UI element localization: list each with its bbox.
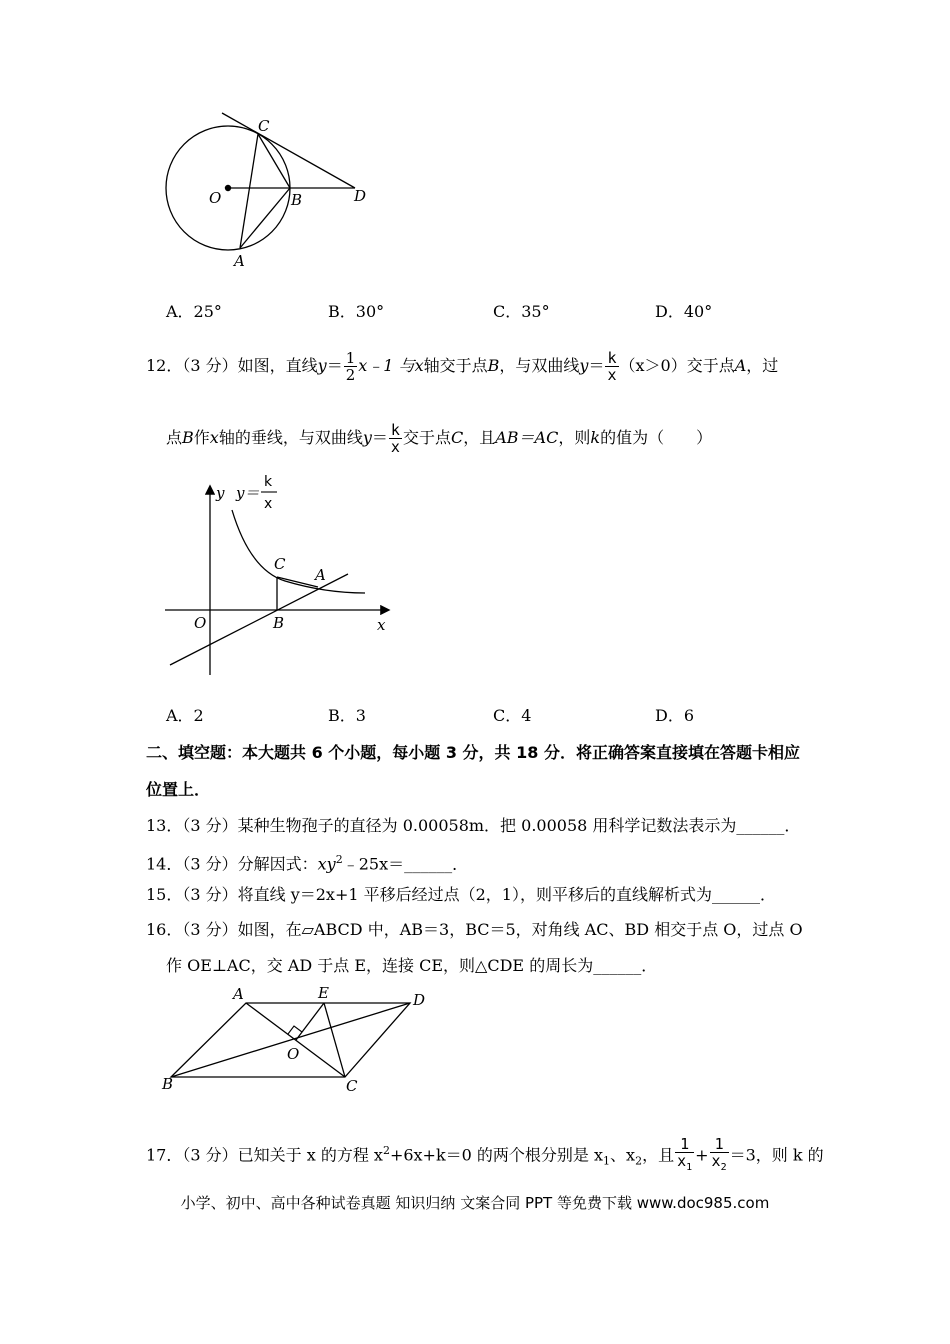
label-a: A <box>315 566 326 584</box>
fraction-k-over-x-2 <box>389 422 402 455</box>
frac-den-x2: x <box>390 438 400 456</box>
q12-y2: y <box>579 356 589 375</box>
q12-point-a: A <box>734 356 747 375</box>
label-y: y <box>216 484 225 502</box>
q14-expr: xy <box>317 854 336 874</box>
q12-l2d: 交于点 <box>402 428 451 447</box>
frac-num: 1 <box>345 349 356 367</box>
fraction-one-over-x2 <box>710 1136 729 1176</box>
fraction-half <box>344 350 358 383</box>
q12-eq2: ＝ <box>588 356 605 375</box>
label-o: O <box>287 1045 300 1063</box>
label-e: E <box>318 985 329 1002</box>
label-b: B <box>291 191 303 209</box>
frac-num-k2: k <box>390 421 400 439</box>
hyperbola-curve <box>232 510 365 593</box>
center-dot <box>225 185 231 191</box>
label-y-eq: y＝ <box>236 484 260 502</box>
frac-x1-var: x <box>677 1152 687 1170</box>
fraction-one-over-x1 <box>675 1136 694 1176</box>
q14-text <box>146 849 468 875</box>
q12-l2-eq: ＝ <box>371 428 388 447</box>
label-k: k <box>264 474 273 490</box>
q11-option-b[interactable]: B．30° <box>328 302 385 321</box>
q12-l2b: 作 <box>193 428 210 447</box>
label-d: D <box>413 991 426 1009</box>
q17-post: ＝3，则 k 的 <box>729 1145 824 1165</box>
label-c: C <box>274 555 286 573</box>
label-a: A <box>233 985 244 1003</box>
frac-one-2: 1 <box>710 1136 729 1153</box>
q17-pre: 17．（3 分）已知关于 x 的方程 x <box>146 1145 383 1165</box>
q17-sub2: 2 <box>635 1154 643 1168</box>
q12-option-a[interactable]: A．2 <box>166 706 204 725</box>
q12-l2-x: x <box>209 428 219 447</box>
q12-l2c: 轴的垂线，与双曲线 <box>218 428 363 447</box>
q17-plus: + <box>695 1145 709 1165</box>
q12-l2e: ，且 <box>463 428 496 447</box>
q12-text4: ，过 <box>746 356 779 375</box>
q16-line2: 作 OE⊥AC，交 AD 于点 E，连接 CE，则△CDE 的周长为______． <box>166 956 658 975</box>
q12-l2-point-b: B <box>182 428 194 447</box>
frac-x1-sub: 1 <box>686 1162 693 1173</box>
q12-ab-ac: AB＝AC <box>495 428 559 447</box>
segment-ce <box>324 1003 345 1077</box>
q17-sep: 、x <box>610 1145 636 1165</box>
q12-l2-y: y <box>362 428 372 447</box>
q14-sup: 2 <box>335 853 343 866</box>
frac-num-k: k <box>607 349 617 367</box>
q12-condition: （x＞0）交于点 <box>619 356 735 375</box>
label-o: O <box>194 614 207 632</box>
frac-den: 2 <box>345 366 356 384</box>
q17-sup: 2 <box>382 1144 390 1158</box>
q14-pre: 14．（3 分）分解因式： <box>146 854 318 874</box>
frac-den-x: x <box>607 366 617 384</box>
chord-ca <box>240 134 258 248</box>
q12-eq: ＝ <box>326 356 343 375</box>
q12-y: y <box>317 356 327 375</box>
right-angle-mark <box>288 1026 302 1034</box>
label-o: O <box>209 189 222 207</box>
label-x-den: x <box>264 496 273 512</box>
q15-text: 15．（3 分）将直线 y＝2x+1 平移后经过点（2，1），则平移后的直线解析式为______． <box>146 885 776 904</box>
label-b: B <box>273 614 285 632</box>
q17-and: ，且 <box>642 1145 675 1165</box>
q12-linear: x﹣1 与 <box>358 356 415 375</box>
frac-x2-sub: 2 <box>720 1162 727 1173</box>
label-x-axis: x <box>377 616 386 634</box>
q12-line2 <box>166 422 712 455</box>
label-d: D <box>354 187 367 205</box>
frac-x2 <box>710 1153 729 1176</box>
q12-text3: ，与双曲线 <box>499 356 580 375</box>
figure-hyperbola <box>160 465 400 680</box>
diagonal-ac <box>246 1003 345 1077</box>
q17-sub1: 1 <box>603 1154 611 1168</box>
q12-l2-point-c: C <box>450 428 464 447</box>
q12-number: 12． <box>146 356 183 375</box>
q12-l2g: 的值为（ ） <box>600 428 713 447</box>
frac-x1 <box>675 1153 694 1176</box>
q12-text2: 轴交于点 <box>423 356 488 375</box>
frac-x2-var: x <box>711 1152 721 1170</box>
q11-option-a[interactable]: A．25° <box>166 302 222 321</box>
q12-option-d[interactable]: D．6 <box>655 706 695 725</box>
segment-ca <box>277 577 318 587</box>
q12-l2a: 点 <box>166 428 183 447</box>
figure-parallelogram <box>158 985 438 1100</box>
q12-line1 <box>146 350 778 383</box>
q12-option-c[interactable]: C．4 <box>493 706 532 725</box>
label-c: C <box>258 117 270 135</box>
q17-text <box>146 1136 824 1176</box>
q12-score: （3 分） <box>182 356 238 375</box>
q12-option-b[interactable]: B．3 <box>328 706 366 725</box>
figure-circle-tangent <box>150 105 390 280</box>
label-c: C <box>346 1077 358 1095</box>
q14-post: ﹣25x＝______． <box>342 854 469 874</box>
q12-l2f: ，则 <box>558 428 591 447</box>
fraction-k-over-x <box>605 350 618 383</box>
q12-text: 如图，直线 <box>237 356 318 375</box>
page-footer: 小学、初中、高中各种试卷真题 知识归纳 文案合同 PPT 等免费下载 www.doc985.com <box>180 1194 770 1212</box>
q17-mid: +6x+k＝0 的两个根分别是 x <box>389 1145 604 1165</box>
frac-one: 1 <box>675 1136 694 1153</box>
q13-text: 13．（3 分）某种生物孢子的直径为 0.00058m．把 0.00058 用科学记数法表示为______． <box>146 816 801 835</box>
q12-k: k <box>590 428 601 447</box>
section2-heading-line1: 二、填空题：本大题共 6 个小题，每小题 3 分，共 18 分．将正确答案直接填在答题卡相应 <box>146 743 800 762</box>
q12-point-b: B <box>487 356 500 375</box>
q16-line1: 16．（3 分）如图，在▱ABCD 中，AB＝3，BC＝5，对角线 AC、BD 相交于点 O，过点 O <box>146 920 803 939</box>
q12-x: x <box>414 356 424 375</box>
label-b: B <box>162 1075 174 1093</box>
q11-option-c[interactable]: C．35° <box>493 302 550 321</box>
q11-option-d[interactable]: D．40° <box>655 302 713 321</box>
section2-heading-line2: 位置上． <box>146 780 211 799</box>
diagonal-bd <box>171 1003 410 1077</box>
label-a: A <box>234 252 245 270</box>
